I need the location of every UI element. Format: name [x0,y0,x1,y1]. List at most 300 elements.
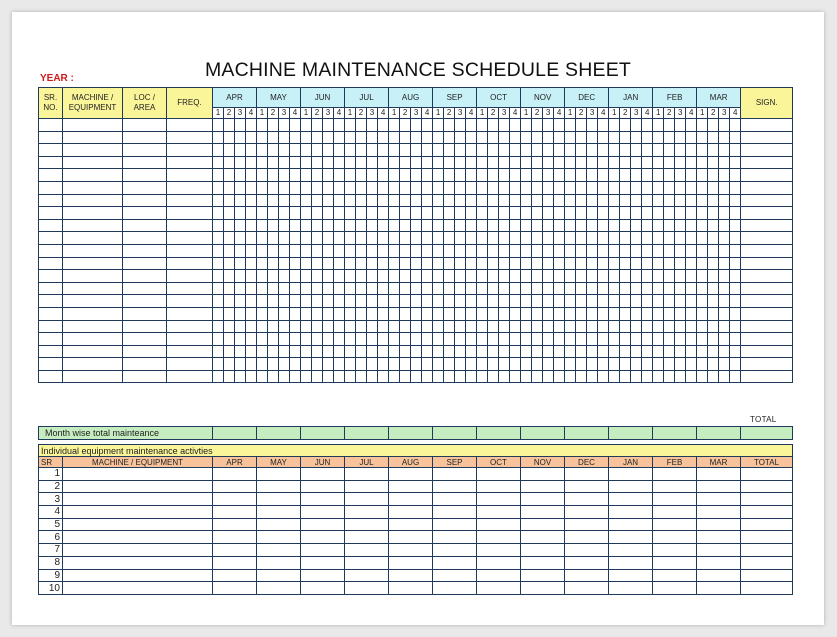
schedule-cell[interactable] [367,320,378,333]
individual-month-cell[interactable] [565,493,609,506]
schedule-cell[interactable] [367,181,378,194]
schedule-cell[interactable] [378,320,389,333]
schedule-cell[interactable] [510,345,521,358]
schedule-cell[interactable] [411,257,422,270]
schedule-cell[interactable] [39,257,63,270]
schedule-cell[interactable] [389,333,400,346]
individual-month-cell[interactable] [345,493,389,506]
schedule-cell[interactable] [334,144,345,157]
schedule-cell[interactable] [521,181,532,194]
schedule-cell[interactable] [576,270,587,283]
schedule-cell[interactable] [477,295,488,308]
schedule-cell[interactable] [499,232,510,245]
schedule-cell[interactable] [455,219,466,232]
schedule-cell[interactable] [224,307,235,320]
schedule-cell[interactable] [455,345,466,358]
schedule-cell[interactable] [312,181,323,194]
schedule-cell[interactable] [609,370,620,383]
schedule-cell[interactable] [598,320,609,333]
schedule-cell[interactable] [257,169,268,182]
schedule-cell[interactable] [378,333,389,346]
schedule-cell[interactable] [167,156,213,169]
schedule-cell[interactable] [422,270,433,283]
schedule-cell[interactable] [63,295,123,308]
individual-month-cell[interactable] [521,480,565,493]
schedule-cell[interactable] [719,181,730,194]
schedule-cell[interactable] [455,282,466,295]
schedule-cell[interactable] [565,358,576,371]
schedule-cell[interactable] [554,307,565,320]
individual-month-cell[interactable] [389,569,433,582]
individual-month-cell[interactable] [477,569,521,582]
schedule-cell[interactable] [356,270,367,283]
schedule-cell[interactable] [224,295,235,308]
individual-month-cell[interactable] [653,493,697,506]
schedule-cell[interactable] [323,270,334,283]
schedule-cell[interactable] [63,320,123,333]
schedule-cell[interactable] [565,131,576,144]
schedule-cell[interactable] [708,358,719,371]
schedule-cell[interactable] [543,307,554,320]
schedule-cell[interactable] [63,333,123,346]
schedule-cell[interactable] [708,194,719,207]
schedule-cell[interactable] [675,219,686,232]
schedule-cell[interactable] [444,257,455,270]
schedule-cell[interactable] [532,307,543,320]
schedule-cell[interactable] [345,119,356,132]
schedule-cell[interactable] [653,370,664,383]
schedule-cell[interactable] [565,370,576,383]
schedule-cell[interactable] [455,156,466,169]
schedule-cell[interactable] [543,358,554,371]
schedule-cell[interactable] [422,119,433,132]
schedule-cell[interactable] [411,358,422,371]
schedule-cell[interactable] [301,320,312,333]
schedule-cell[interactable] [510,181,521,194]
schedule-cell[interactable] [466,358,477,371]
schedule-cell[interactable] [312,169,323,182]
schedule-cell[interactable] [488,219,499,232]
individual-month-cell[interactable] [433,556,477,569]
schedule-cell[interactable] [609,307,620,320]
individual-month-cell[interactable] [521,506,565,519]
individual-month-cell[interactable] [609,493,653,506]
schedule-cell[interactable] [400,169,411,182]
individual-month-cell[interactable] [345,569,389,582]
schedule-cell[interactable] [532,131,543,144]
schedule-cell[interactable] [554,295,565,308]
schedule-cell[interactable] [422,282,433,295]
schedule-cell[interactable] [543,144,554,157]
schedule-cell[interactable] [675,270,686,283]
schedule-cell[interactable] [257,333,268,346]
schedule-cell[interactable] [39,270,63,283]
schedule-cell[interactable] [488,307,499,320]
schedule-cell[interactable] [642,345,653,358]
schedule-cell[interactable] [642,181,653,194]
schedule-cell[interactable] [576,169,587,182]
schedule-cell[interactable] [741,156,793,169]
individual-month-cell[interactable] [477,531,521,544]
schedule-cell[interactable] [510,194,521,207]
schedule-cell[interactable] [312,207,323,220]
schedule-cell[interactable] [433,295,444,308]
schedule-cell[interactable] [708,333,719,346]
individual-month-cell[interactable] [345,506,389,519]
schedule-cell[interactable] [719,144,730,157]
individual-month-cell[interactable] [609,480,653,493]
schedule-cell[interactable] [455,333,466,346]
individual-month-cell[interactable] [345,556,389,569]
individual-month-cell[interactable] [345,468,389,481]
schedule-cell[interactable] [719,257,730,270]
schedule-cell[interactable] [620,144,631,157]
individual-month-cell[interactable] [477,582,521,595]
schedule-cell[interactable] [664,307,675,320]
schedule-cell[interactable] [532,270,543,283]
individual-month-cell[interactable] [301,556,345,569]
schedule-cell[interactable] [63,131,123,144]
schedule-cell[interactable] [367,156,378,169]
schedule-cell[interactable] [224,119,235,132]
schedule-cell[interactable] [719,307,730,320]
schedule-cell[interactable] [620,295,631,308]
schedule-cell[interactable] [235,131,246,144]
schedule-cell[interactable] [565,194,576,207]
schedule-cell[interactable] [719,232,730,245]
schedule-cell[interactable] [532,333,543,346]
schedule-cell[interactable] [290,232,301,245]
schedule-cell[interactable] [686,295,697,308]
schedule-cell[interactable] [63,156,123,169]
individual-total-cell[interactable] [741,518,793,531]
schedule-cell[interactable] [367,333,378,346]
schedule-cell[interactable] [312,257,323,270]
schedule-cell[interactable] [697,207,708,220]
schedule-cell[interactable] [422,370,433,383]
schedule-cell[interactable] [631,282,642,295]
schedule-cell[interactable] [279,358,290,371]
schedule-cell[interactable] [708,181,719,194]
individual-month-cell[interactable] [257,518,301,531]
schedule-cell[interactable] [167,219,213,232]
individual-month-cell[interactable] [697,582,741,595]
schedule-cell[interactable] [268,207,279,220]
individual-total-cell[interactable] [741,493,793,506]
schedule-cell[interactable] [521,307,532,320]
schedule-cell[interactable] [433,207,444,220]
schedule-cell[interactable] [730,295,741,308]
schedule-cell[interactable] [587,156,598,169]
individual-month-cell[interactable] [609,518,653,531]
individual-machine-cell[interactable] [63,544,213,557]
schedule-cell[interactable] [642,169,653,182]
schedule-cell[interactable] [532,144,543,157]
schedule-cell[interactable] [565,307,576,320]
schedule-cell[interactable] [587,169,598,182]
schedule-cell[interactable] [719,194,730,207]
schedule-cell[interactable] [455,169,466,182]
schedule-cell[interactable] [664,295,675,308]
schedule-cell[interactable] [39,194,63,207]
schedule-cell[interactable] [708,370,719,383]
schedule-cell[interactable] [521,270,532,283]
schedule-cell[interactable] [167,333,213,346]
schedule-cell[interactable] [213,295,224,308]
month-total-cell[interactable] [257,427,301,440]
schedule-cell[interactable] [312,119,323,132]
schedule-cell[interactable] [312,307,323,320]
schedule-cell[interactable] [279,244,290,257]
schedule-cell[interactable] [433,156,444,169]
schedule-cell[interactable] [642,333,653,346]
schedule-cell[interactable] [488,194,499,207]
schedule-cell[interactable] [675,333,686,346]
schedule-cell[interactable] [653,207,664,220]
schedule-cell[interactable] [609,270,620,283]
schedule-cell[interactable] [301,169,312,182]
individual-month-cell[interactable] [565,518,609,531]
schedule-cell[interactable] [477,244,488,257]
schedule-cell[interactable] [301,219,312,232]
schedule-cell[interactable] [39,358,63,371]
schedule-cell[interactable] [213,345,224,358]
schedule-cell[interactable] [554,320,565,333]
schedule-cell[interactable] [532,358,543,371]
individual-month-cell[interactable] [213,544,257,557]
schedule-cell[interactable] [290,307,301,320]
schedule-cell[interactable] [334,119,345,132]
schedule-cell[interactable] [521,169,532,182]
schedule-cell[interactable] [686,119,697,132]
schedule-cell[interactable] [675,370,686,383]
schedule-cell[interactable] [609,257,620,270]
schedule-cell[interactable] [444,345,455,358]
schedule-cell[interactable] [444,219,455,232]
schedule-cell[interactable] [653,156,664,169]
schedule-cell[interactable] [257,219,268,232]
schedule-cell[interactable] [235,270,246,283]
individual-month-cell[interactable] [433,544,477,557]
individual-month-cell[interactable] [257,544,301,557]
schedule-cell[interactable] [697,270,708,283]
schedule-cell[interactable] [411,270,422,283]
schedule-cell[interactable] [246,358,257,371]
schedule-cell[interactable] [477,370,488,383]
schedule-cell[interactable] [543,295,554,308]
schedule-cell[interactable] [466,119,477,132]
schedule-cell[interactable] [123,307,167,320]
schedule-cell[interactable] [356,320,367,333]
schedule-cell[interactable] [741,282,793,295]
individual-month-cell[interactable] [521,544,565,557]
schedule-cell[interactable] [334,345,345,358]
schedule-cell[interactable] [697,282,708,295]
schedule-cell[interactable] [697,345,708,358]
schedule-cell[interactable] [167,194,213,207]
schedule-cell[interactable] [730,144,741,157]
schedule-cell[interactable] [642,156,653,169]
individual-month-cell[interactable] [565,468,609,481]
schedule-cell[interactable] [367,307,378,320]
schedule-cell[interactable] [532,156,543,169]
schedule-cell[interactable] [499,207,510,220]
schedule-cell[interactable] [235,307,246,320]
individual-total-cell[interactable] [741,582,793,595]
schedule-cell[interactable] [455,194,466,207]
schedule-cell[interactable] [598,282,609,295]
schedule-cell[interactable] [279,207,290,220]
individual-month-cell[interactable] [565,556,609,569]
schedule-cell[interactable] [356,358,367,371]
schedule-cell[interactable] [455,207,466,220]
schedule-cell[interactable] [664,232,675,245]
schedule-cell[interactable] [609,232,620,245]
schedule-cell[interactable] [39,244,63,257]
schedule-cell[interactable] [301,119,312,132]
schedule-cell[interactable] [301,232,312,245]
schedule-cell[interactable] [290,345,301,358]
schedule-cell[interactable] [653,333,664,346]
schedule-cell[interactable] [664,219,675,232]
schedule-cell[interactable] [39,181,63,194]
individual-month-cell[interactable] [345,582,389,595]
individual-month-cell[interactable] [213,493,257,506]
month-total-cell[interactable] [565,427,609,440]
schedule-cell[interactable] [356,257,367,270]
schedule-cell[interactable] [213,320,224,333]
schedule-cell[interactable] [433,333,444,346]
schedule-cell[interactable] [576,320,587,333]
schedule-cell[interactable] [257,295,268,308]
schedule-cell[interactable] [39,282,63,295]
schedule-cell[interactable] [510,219,521,232]
schedule-cell[interactable] [686,131,697,144]
schedule-cell[interactable] [642,119,653,132]
month-total-cell[interactable] [345,427,389,440]
schedule-cell[interactable] [290,320,301,333]
schedule-cell[interactable] [477,219,488,232]
month-total-cell[interactable] [389,427,433,440]
schedule-cell[interactable] [433,358,444,371]
schedule-cell[interactable] [653,169,664,182]
schedule-cell[interactable] [675,207,686,220]
schedule-cell[interactable] [123,131,167,144]
schedule-cell[interactable] [488,232,499,245]
schedule-cell[interactable] [235,207,246,220]
schedule-cell[interactable] [334,156,345,169]
schedule-cell[interactable] [345,333,356,346]
schedule-cell[interactable] [444,181,455,194]
schedule-cell[interactable] [653,194,664,207]
schedule-cell[interactable] [521,119,532,132]
schedule-cell[interactable] [697,194,708,207]
schedule-cell[interactable] [167,358,213,371]
schedule-cell[interactable] [477,194,488,207]
schedule-cell[interactable] [378,345,389,358]
schedule-cell[interactable] [312,232,323,245]
individual-month-cell[interactable] [257,506,301,519]
schedule-cell[interactable] [301,295,312,308]
schedule-cell[interactable] [499,219,510,232]
individual-month-cell[interactable] [213,518,257,531]
schedule-cell[interactable] [279,181,290,194]
schedule-cell[interactable] [554,370,565,383]
schedule-cell[interactable] [411,333,422,346]
schedule-cell[interactable] [620,131,631,144]
schedule-cell[interactable] [587,345,598,358]
schedule-cell[interactable] [433,257,444,270]
schedule-cell[interactable] [488,207,499,220]
schedule-cell[interactable] [323,156,334,169]
schedule-cell[interactable] [521,207,532,220]
schedule-cell[interactable] [730,320,741,333]
schedule-cell[interactable] [367,144,378,157]
schedule-cell[interactable] [167,282,213,295]
schedule-cell[interactable] [301,370,312,383]
schedule-cell[interactable] [598,207,609,220]
individual-month-cell[interactable] [389,582,433,595]
schedule-cell[interactable] [466,282,477,295]
schedule-cell[interactable] [444,244,455,257]
schedule-cell[interactable] [510,270,521,283]
schedule-cell[interactable] [488,295,499,308]
schedule-cell[interactable] [653,295,664,308]
schedule-cell[interactable] [719,358,730,371]
schedule-cell[interactable] [167,370,213,383]
schedule-cell[interactable] [620,370,631,383]
schedule-cell[interactable] [675,156,686,169]
schedule-cell[interactable] [466,207,477,220]
schedule-cell[interactable] [543,119,554,132]
schedule-cell[interactable] [653,307,664,320]
schedule-cell[interactable] [620,358,631,371]
schedule-cell[interactable] [642,194,653,207]
schedule-cell[interactable] [235,333,246,346]
schedule-cell[interactable] [367,194,378,207]
schedule-cell[interactable] [323,131,334,144]
schedule-cell[interactable] [587,131,598,144]
schedule-cell[interactable] [708,244,719,257]
schedule-cell[interactable] [411,219,422,232]
individual-month-cell[interactable] [653,506,697,519]
schedule-cell[interactable] [499,358,510,371]
schedule-cell[interactable] [63,194,123,207]
schedule-cell[interactable] [741,370,793,383]
schedule-cell[interactable] [268,282,279,295]
schedule-cell[interactable] [433,320,444,333]
schedule-cell[interactable] [235,282,246,295]
schedule-cell[interactable] [433,345,444,358]
schedule-cell[interactable] [323,333,334,346]
schedule-cell[interactable] [400,181,411,194]
schedule-cell[interactable] [323,320,334,333]
schedule-cell[interactable] [466,244,477,257]
schedule-cell[interactable] [400,257,411,270]
schedule-cell[interactable] [708,169,719,182]
schedule-cell[interactable] [653,257,664,270]
schedule-cell[interactable] [664,181,675,194]
schedule-cell[interactable] [708,307,719,320]
schedule-cell[interactable] [675,194,686,207]
schedule-cell[interactable] [378,119,389,132]
schedule-cell[interactable] [708,144,719,157]
schedule-cell[interactable] [664,257,675,270]
schedule-cell[interactable] [411,169,422,182]
individual-machine-cell[interactable] [63,480,213,493]
schedule-cell[interactable] [246,295,257,308]
schedule-cell[interactable] [730,345,741,358]
